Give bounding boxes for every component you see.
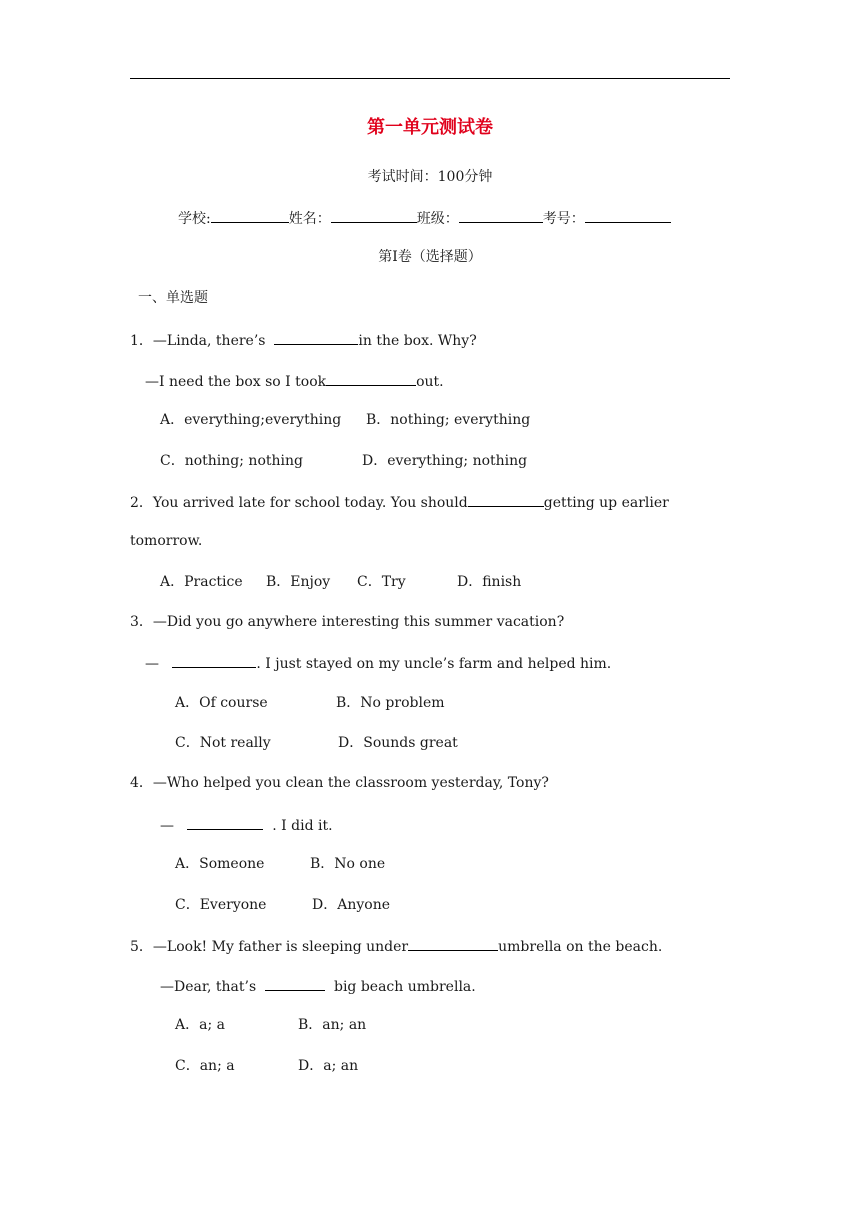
option-c[interactable]: C．Not really: [175, 735, 271, 751]
student-info-row: [178, 208, 671, 228]
option-d[interactable]: D．a; an: [298, 1058, 359, 1074]
question-text: umbrella on the beach.: [498, 939, 663, 955]
option-a[interactable]: A．everything;everything: [160, 412, 342, 428]
option-d[interactable]: D．Anyone: [312, 897, 390, 913]
question-number: 2．: [130, 495, 153, 511]
question-number: 1．: [130, 333, 153, 349]
question-text: You arrived late for school today. You should: [152, 495, 468, 511]
question-2-stem: [130, 492, 669, 512]
exam-time: 考试时间：100分钟: [367, 169, 493, 185]
answer-blank[interactable]: [172, 653, 256, 668]
question-text: —Did you go anywhere interesting this summer vacation?: [152, 614, 565, 630]
question-number: 5．: [130, 939, 153, 955]
option-c[interactable]: C．nothing; nothing: [160, 453, 303, 469]
answer-blank[interactable]: [326, 371, 416, 386]
option-b[interactable]: B．nothing; everything: [366, 412, 531, 428]
part-heading: 第I卷（选择题）: [378, 249, 482, 265]
section-heading: 一、单选题: [138, 290, 208, 306]
question-5-reply: [160, 976, 476, 996]
question-text: . I just stayed on my uncle’s farm and helped him.: [256, 656, 612, 672]
option-a[interactable]: A．Of course: [175, 695, 268, 711]
question-3-reply: [145, 653, 611, 673]
question-text: big beach umbrella.: [333, 979, 476, 995]
page-title: 第一单元测试卷: [367, 117, 493, 138]
question-number: 3．: [130, 614, 153, 630]
option-b[interactable]: B．No problem: [336, 695, 445, 711]
name-blank[interactable]: [331, 208, 417, 223]
exam-number-label: 考号：: [542, 211, 585, 227]
option-d[interactable]: D．finish: [457, 574, 522, 590]
header-rule: [130, 78, 730, 79]
question-text: —: [160, 818, 174, 834]
option-c[interactable]: C．an; a: [175, 1058, 235, 1074]
name-label: 姓名：: [288, 211, 331, 227]
answer-blank[interactable]: [265, 976, 325, 991]
class-label: 班级：: [416, 211, 459, 227]
answer-blank[interactable]: [408, 936, 498, 951]
question-text: out.: [416, 374, 444, 390]
option-b[interactable]: B．Enjoy: [266, 574, 331, 590]
question-1-reply: [145, 371, 444, 391]
question-text: —I need the box so I took: [145, 374, 327, 390]
answer-blank[interactable]: [274, 330, 358, 345]
answer-blank[interactable]: [187, 815, 263, 830]
option-a[interactable]: A．a; a: [175, 1017, 225, 1033]
question-3-stem: [130, 613, 564, 631]
question-text: —Linda, there’s: [152, 333, 266, 349]
option-d[interactable]: D．Sounds great: [338, 735, 458, 751]
school-label: 学校:: [178, 211, 211, 227]
question-text: —: [145, 656, 159, 672]
question-text: . I did it.: [272, 818, 333, 834]
question-2-continuation: tomorrow.: [130, 533, 203, 549]
option-b[interactable]: B．an; an: [298, 1017, 367, 1033]
question-text: —Dear, that’s: [160, 979, 257, 995]
option-c[interactable]: C．Everyone: [175, 897, 267, 913]
option-a[interactable]: A．Practice: [160, 574, 243, 590]
question-1-stem: [130, 330, 477, 350]
school-blank[interactable]: [211, 208, 289, 223]
question-4-stem: [130, 774, 549, 792]
question-4-reply: [160, 815, 333, 835]
question-5-stem: [130, 936, 662, 956]
question-text: —Look! My father is sleeping under: [152, 939, 409, 955]
class-blank[interactable]: [459, 208, 543, 223]
option-a[interactable]: A．Someone: [175, 856, 265, 872]
option-b[interactable]: B．No one: [310, 856, 386, 872]
question-number: 4．: [130, 775, 153, 791]
answer-blank[interactable]: [468, 492, 544, 507]
question-text: —Who helped you clean the classroom yesterday, Tony?: [152, 775, 549, 791]
option-d[interactable]: D．everything; nothing: [362, 453, 528, 469]
question-text: getting up earlier: [543, 495, 669, 511]
option-c[interactable]: C．Try: [357, 574, 406, 590]
exam-number-blank[interactable]: [585, 208, 671, 223]
question-text: in the box. Why?: [358, 333, 477, 349]
